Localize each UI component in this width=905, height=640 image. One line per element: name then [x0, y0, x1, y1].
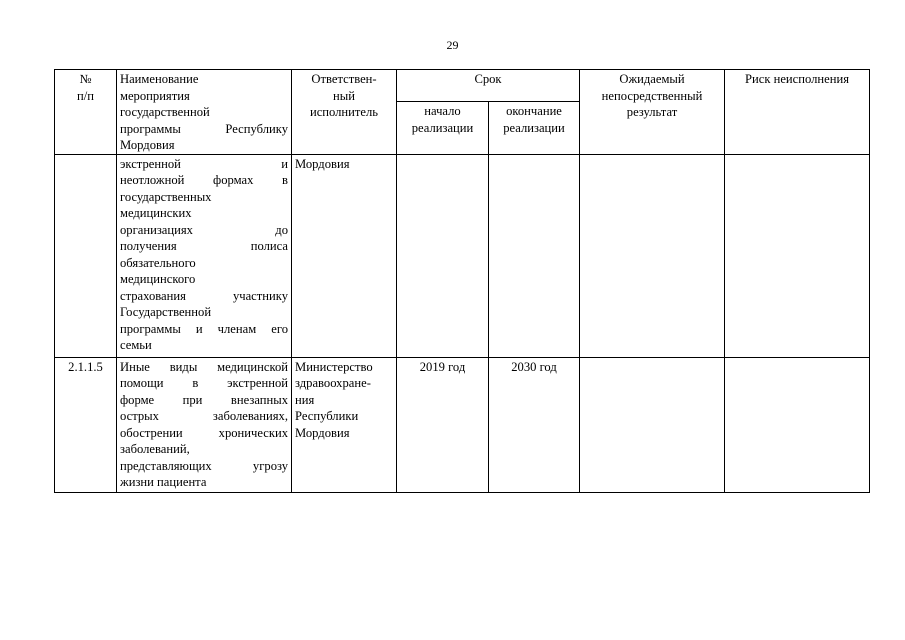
header-num: № п/п	[55, 70, 117, 155]
header-result: Ожидаемый непосредственный результат	[580, 70, 725, 155]
page-number: 29	[446, 38, 459, 52]
cell-result	[580, 357, 725, 492]
cell-end	[489, 154, 580, 357]
table-header-row	[55, 70, 870, 102]
cell-risk	[725, 154, 870, 357]
cell-end: 2030 год	[489, 357, 580, 492]
header-end: окончание реализации	[489, 102, 580, 154]
header-risk: Риск неисполнения	[725, 70, 870, 155]
cell-start: 2019 год	[397, 357, 489, 492]
cell-responsible: Мордовия	[292, 154, 397, 357]
cell-name: Иные виды медицинской помощи в экстренной форме при внезапных острых заболеваниях, обострении хронических заболеваний, представляющих угрозу жизни пациента	[117, 357, 292, 492]
cell-responsible: Министерство здравоохране- ния Республики Мордовия	[292, 357, 397, 492]
cell-result	[580, 154, 725, 357]
cell-num: 2.1.1.5	[55, 357, 117, 492]
cell-risk	[725, 357, 870, 492]
cell-num	[55, 154, 117, 357]
table-row	[55, 357, 870, 492]
program-activities-table	[54, 69, 870, 493]
header-start: начало реализации	[397, 102, 489, 154]
header-term: Срок	[397, 70, 580, 102]
header-name: Наименование мероприятия государственной программы Республику Мордовия	[117, 70, 292, 155]
header-responsible: Ответствен- ный исполнитель	[292, 70, 397, 155]
table-row	[55, 154, 870, 357]
cell-start	[397, 154, 489, 357]
cell-name: экстренной и неотложной формах в государственных медицинских организациях до получения полиса обязательного медицинского страхования участнику Государственной программы и членам его семьи	[117, 154, 292, 357]
